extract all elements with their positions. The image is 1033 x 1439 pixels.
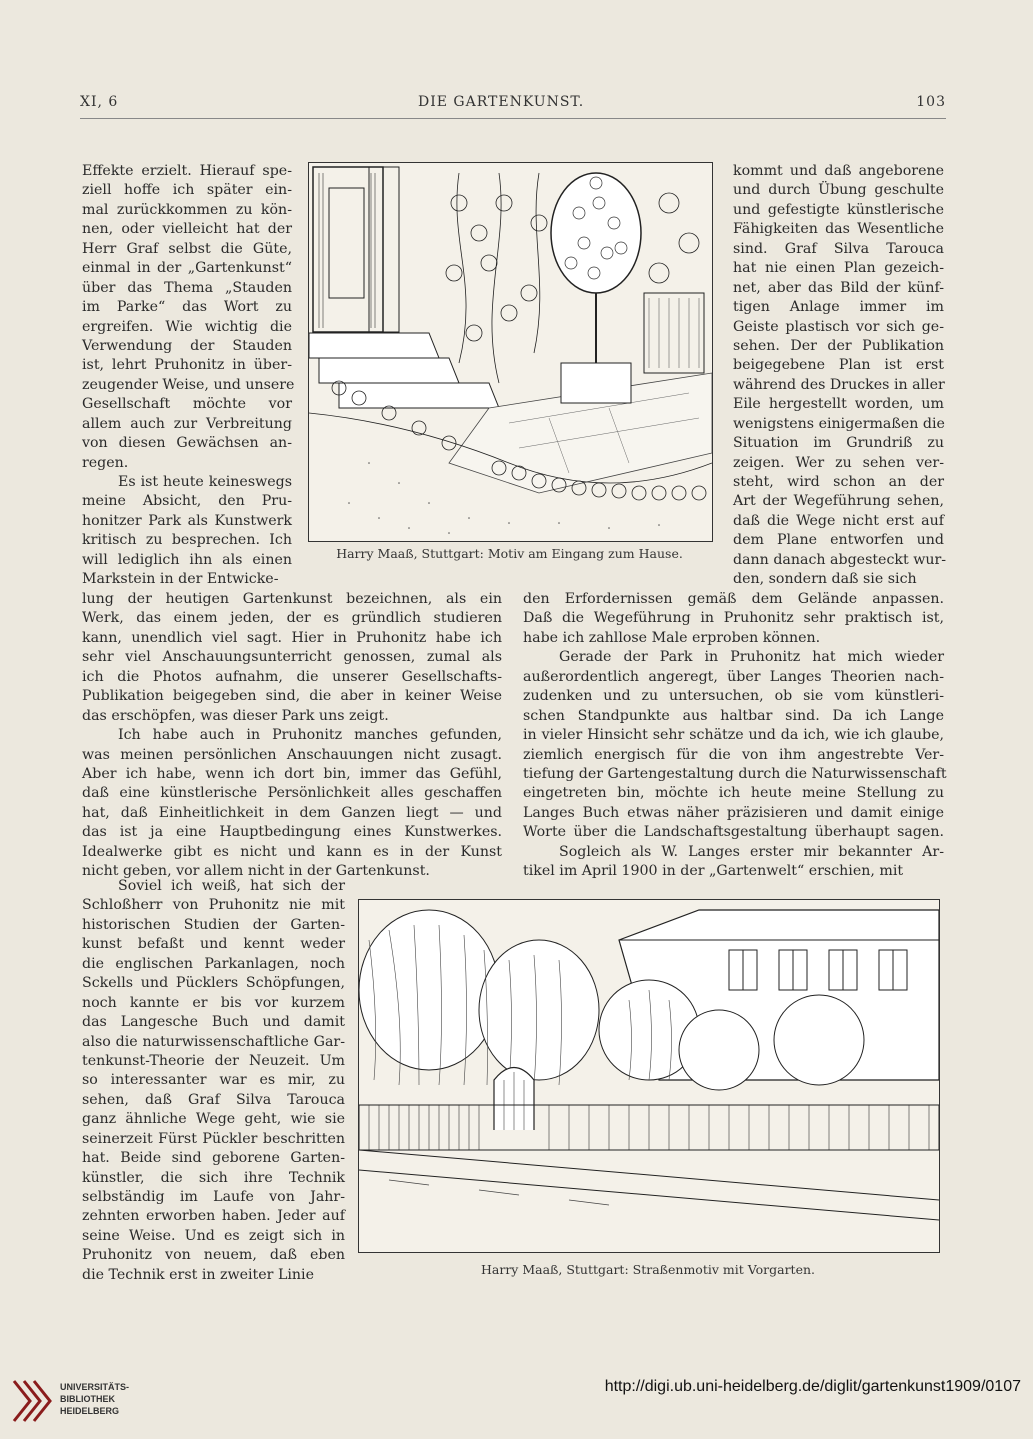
text-line: die Technik erst in zweiter Linie xyxy=(82,1266,314,1283)
journal-title: DIE GARTENKUNST. xyxy=(418,94,585,110)
text-line: mal zurückkommen zu kön- xyxy=(82,201,292,218)
text-line: daß die Wege nicht erst auf xyxy=(733,512,944,529)
text-line: sehen. Der der Publikation xyxy=(733,337,944,354)
text-line: will lediglich ihn als einen xyxy=(82,551,292,568)
text-line: schen Standpunkte aus haltbar sind. Da ich Lange xyxy=(523,707,944,724)
figure-1-caption: Harry Maaß, Stuttgart: Motiv am Eingang zum Hause. xyxy=(336,546,683,561)
text-line: Publikation beigegeben sind, die aber in keiner Weise xyxy=(82,688,502,705)
text-line: allem auch zur Verbreitung xyxy=(82,415,292,432)
text-line: über das Thema „Stauden xyxy=(82,279,292,296)
text-line: zudenken und zu untersuchen, ob sie vom künstleri- xyxy=(523,688,944,705)
text-line: ich die Photos aufnahm, die unserer Gesellschafts- xyxy=(82,668,502,685)
text-line: zeigen. Wer zu sehen ver- xyxy=(733,454,944,471)
text-line: und durch Übung geschulte xyxy=(733,182,944,199)
text-line: Situation im Grundriß zu xyxy=(733,435,944,452)
text-line: selbständig im Laufe von Jahr- xyxy=(82,1189,345,1205)
text-line: tiefung der Gartengestaltung durch die Naturwissenschaft xyxy=(523,765,947,782)
text-line: den, sondern daß sie sich xyxy=(733,571,917,588)
text-line: von diesen Gewächsen an- xyxy=(82,435,292,452)
text-line: den Erfordernissen gemäß dem Gelände anpassen. xyxy=(523,591,944,607)
text-line: das ist ja eine Hauptbedingung eines Kunstwerkes. xyxy=(82,824,502,841)
text-line: Werk, das einem jeden, der es gründlich studieren xyxy=(82,610,502,627)
text-line: das Langesche Buch und damit xyxy=(82,1014,345,1031)
text-line: Eile hergestellt worden, um xyxy=(733,396,944,413)
text-line: Sogleich als W. Langes erster mir bekannter Ar- xyxy=(559,843,944,860)
text-line: kritisch zu besprechen. Ich xyxy=(82,532,292,549)
text-line: Ich habe auch in Pruhonitz manches gefunden, xyxy=(118,727,502,744)
text-line: tikel im April 1900 in der „Gartenwelt“ erschien, mit xyxy=(523,863,904,880)
text-line: daß eine künstlerische Persönlichkeit alles geschaffen xyxy=(82,785,502,802)
text-line: dann danach abgesteckt wur- xyxy=(733,551,947,568)
right-column-top xyxy=(733,162,947,590)
text-line: habe ich zahllose Male erproben können. xyxy=(523,629,821,646)
text-line: künstler, die sich ihre Technik xyxy=(82,1169,345,1186)
text-line: tigen Anlage immer im xyxy=(733,299,944,316)
text-line: im Parke“ das Wort zu xyxy=(82,299,292,316)
text-line: außerordentlich angeregt, über Langes Theorien nach- xyxy=(523,668,944,685)
text-line: regen. xyxy=(82,454,129,471)
text-line: meine Absicht, den Pru- xyxy=(82,493,292,510)
text-line: wenigstens einigermaßen die xyxy=(733,415,945,432)
text-line: einmal in der „Gartenkunst“ xyxy=(82,260,292,277)
text-line: sind. Graf Silva Tarouca xyxy=(733,240,944,257)
source-url-link[interactable]: http://digi.ub.uni-heidelberg.de/diglit/gartenkunst1909/0107 xyxy=(604,1378,1021,1395)
library-emblem-icon xyxy=(10,1373,54,1429)
library-name xyxy=(60,1381,129,1417)
text-line: Worte über die Landschaftsgestaltung überhaupt sagen. xyxy=(523,824,944,841)
volume-number: XI, 6 xyxy=(80,94,119,110)
library-name-line-3: HEIDELBERG xyxy=(60,1406,120,1416)
text-line: Schloßherr von Pruhonitz nie mit xyxy=(82,897,345,914)
page-number: 103 xyxy=(916,94,946,110)
text-line: Aber ich habe, wenn ich dort bin, immer das Gefühl, xyxy=(82,765,502,782)
garden-entrance-illustration xyxy=(309,163,712,541)
figure-entrance-motif xyxy=(308,162,713,542)
text-line: Es ist heute keineswegs xyxy=(118,474,292,490)
text-line: zeugender Weise, und unsere xyxy=(82,376,295,393)
text-line: lung der heutigen Gartenkunst bezeichnen, als ein xyxy=(82,591,502,607)
text-line: Soviel ich weiß, hat sich der xyxy=(118,878,345,894)
text-line: Pruhonitz von neuem, daß eben xyxy=(82,1247,345,1264)
text-line: Gesellschaft möchte vor xyxy=(82,396,292,413)
text-line: Idealwerke gibt es nicht und kann es in der Kunst xyxy=(82,843,502,860)
text-line: steht, wird schon an der xyxy=(733,474,944,490)
text-line: ergreifen. Wie wichtig die xyxy=(82,318,292,335)
left-column-top xyxy=(82,162,295,590)
text-line: das erschöpfen, was dieser Park uns zeigt. xyxy=(82,707,389,724)
text-line: ziell hoffe ich später ein- xyxy=(82,182,292,199)
text-line: Verwendung der Stauden xyxy=(82,337,292,354)
text-line: dem Plane entworfen und xyxy=(733,532,944,549)
text-line: kunst befaßt und kennt weder xyxy=(82,936,345,953)
library-logo xyxy=(10,1373,140,1433)
figure-street-motif xyxy=(358,899,940,1253)
text-line: hat, daß Einheitlichkeit in dem Ganzen liegt — und xyxy=(82,804,502,821)
library-name-line-2: BIBLIOTHEK xyxy=(60,1394,115,1404)
text-line: hat nie einen Plan gezeich- xyxy=(733,260,944,277)
text-line: und gefestigte künstlerische xyxy=(733,201,944,218)
running-header xyxy=(80,94,946,114)
text-line: tenkunst-Theorie der Neuzeit. Um xyxy=(82,1052,345,1069)
text-line: nen, oder vielleicht hat der xyxy=(82,221,292,238)
text-line: ziemlich energisch für die von ihm angestrebte Ver- xyxy=(523,746,944,763)
text-line: net, aber das Bild der künf- xyxy=(733,279,944,296)
text-line: kommt und daß angeborene xyxy=(733,163,944,179)
text-line: während des Druckes in aller xyxy=(733,376,945,393)
text-line: zehnten erworben haben. Jeder auf xyxy=(82,1208,345,1225)
left-column-bottom xyxy=(82,877,345,1285)
right-column-middle xyxy=(523,590,947,882)
figure-2-caption: Harry Maaß, Stuttgart: Straßenmotiv mit Vorgarten. xyxy=(480,1262,815,1277)
text-line: noch kannte er bis vor kurzem xyxy=(82,994,345,1011)
text-line: Sckells und Pücklers Schöpfungen, xyxy=(82,975,345,992)
text-line: was meinen persönlichen Anschauungen nicht zusagt. xyxy=(82,746,502,763)
header-rule xyxy=(80,118,946,119)
street-front-garden-illustration xyxy=(359,900,939,1252)
text-line: ganz ähnliche Wege geht, wie sie xyxy=(82,1111,345,1128)
text-line: seine Weise. Und es zeigt sich in xyxy=(82,1227,345,1244)
text-line: Effekte erzielt. Hierauf spe- xyxy=(82,163,292,179)
text-line: ist, lehrt Pruhonitz in über- xyxy=(82,357,292,374)
text-line: hat. Beide sind geborene Garten- xyxy=(82,1150,345,1167)
text-line: so interessanter war es mir, zu xyxy=(82,1072,345,1089)
text-line: nicht geben, vor allem nicht in der Gartenkunst. xyxy=(82,863,430,880)
text-line: beigegebene Plan ist erst xyxy=(733,357,944,374)
text-line: also die naturwissenschaftliche Gar- xyxy=(82,1033,345,1050)
text-line: Art der Wegeführung sehen, xyxy=(733,493,944,510)
text-line: honitzer Park als Kunstwerk xyxy=(82,512,292,529)
text-line: historischen Studien der Garten- xyxy=(82,916,345,933)
text-line: Fähigkeiten das Wesentliche xyxy=(733,221,944,238)
text-line: kann, unendlich viel sagt. Hier in Pruhonitz habe ich xyxy=(82,629,502,646)
text-line: Herr Graf selbst die Güte, xyxy=(82,240,292,257)
library-name-line-1: UNIVERSITÄTS- xyxy=(60,1382,130,1392)
text-line: Gerade der Park in Pruhonitz hat mich wieder xyxy=(559,649,944,666)
text-line: in vieler Hinsicht sehr schätze und da ich, wie ich glaube, xyxy=(523,727,944,744)
left-column-middle xyxy=(82,590,502,882)
text-line: Langes Buch etwas näher präzisieren und damit einige xyxy=(523,804,944,821)
text-line: sehen, daß Graf Silva Tarouca xyxy=(82,1091,345,1108)
text-line: Geiste plastisch vor sich ge- xyxy=(733,318,944,335)
text-line: eingetreten bin, möchte ich heute meine Stellung zu xyxy=(523,785,944,802)
text-line: Markstein in der Entwicke- xyxy=(82,571,279,588)
text-line: die englischen Parkanlagen, noch xyxy=(82,955,345,972)
text-line: Daß die Wegeführung in Pruhonitz sehr praktisch ist, xyxy=(523,610,944,627)
text-line: sehr viel Anschauungsunterricht genossen, zumal als xyxy=(82,649,502,666)
text-line: seinerzeit Fürst Pückler beschritten xyxy=(82,1130,345,1147)
